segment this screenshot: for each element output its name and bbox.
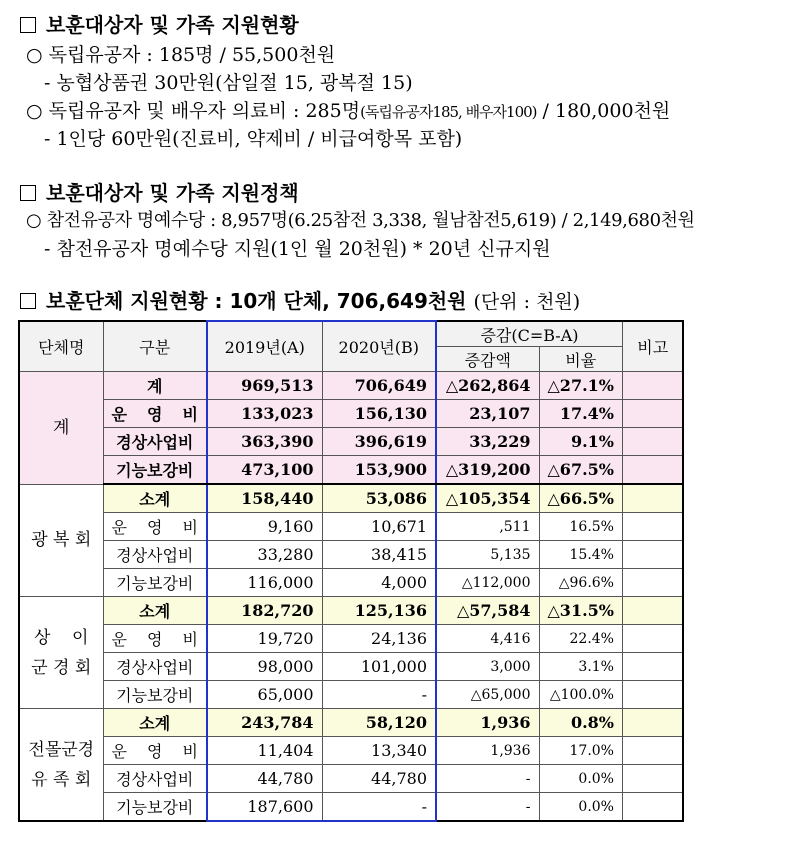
change-ratio: 0.0% <box>539 765 622 793</box>
section2-item1-sub: - 참전유공자 명예수당 지원(1인 월 20천원) * 20년 신규지원 <box>44 238 551 260</box>
change-amount: 4,416 <box>436 625 539 653</box>
value-2019: 33,280 <box>207 541 322 569</box>
note-cell <box>622 541 683 569</box>
note-cell <box>622 625 683 653</box>
value-2019: 363,390 <box>207 428 322 456</box>
value-2020: - <box>322 681 436 709</box>
value-2019: 969,513 <box>207 372 322 400</box>
row-category: 계 <box>103 372 207 400</box>
value-2019: 187,600 <box>207 793 322 822</box>
table-row <box>19 400 683 428</box>
table-row <box>19 456 683 485</box>
note-cell <box>622 400 683 428</box>
header-ratio: 비율 <box>539 347 622 372</box>
table-row <box>19 625 683 653</box>
org-name <box>19 597 103 709</box>
header-note: 비고 <box>622 321 683 372</box>
value-2019: 98,000 <box>207 653 322 681</box>
change-ratio: △67.5% <box>539 456 622 485</box>
note-cell <box>622 737 683 765</box>
change-amount: 5,135 <box>436 541 539 569</box>
org-name-line1: 상 이 <box>34 627 89 648</box>
row-category: 소계 <box>103 597 207 625</box>
change-amount: △112,000 <box>436 569 539 597</box>
table-row <box>19 484 683 513</box>
checkbox-square-icon <box>20 293 36 309</box>
value-2020: 53,086 <box>322 484 436 513</box>
change-ratio: 17.4% <box>539 400 622 428</box>
section1-item1: ○ 독립유공자 : 185명 / 55,500천원 <box>26 44 336 66</box>
value-2020: 38,415 <box>322 541 436 569</box>
value-2020: 10,671 <box>322 513 436 541</box>
org-name-line2: 유 족 회 <box>31 769 92 790</box>
section1-item1-sub: - 농협상품권 30만원(삼일절 15, 광복절 15) <box>44 72 413 94</box>
section1-item2-sub: - 1인당 60만원(진료비, 약제비 / 비급여항목 포함) <box>44 128 463 150</box>
note-cell <box>622 428 683 456</box>
value-2019: 158,440 <box>207 484 322 513</box>
row-category: 소계 <box>103 709 207 737</box>
change-ratio: △27.1% <box>539 372 622 400</box>
change-ratio: 22.4% <box>539 625 622 653</box>
value-2019: 11,404 <box>207 737 322 765</box>
note-cell <box>622 456 683 485</box>
row-category: 경상사업비 <box>103 765 207 793</box>
header-2019: 2019년(A) <box>207 321 322 372</box>
value-2020: 153,900 <box>322 456 436 485</box>
unit-note: (단위 : 천원) <box>473 291 581 313</box>
value-2020: 44,780 <box>322 765 436 793</box>
change-ratio: △31.5% <box>539 597 622 625</box>
change-ratio: 17.0% <box>539 737 622 765</box>
support-table <box>18 320 684 822</box>
note-cell <box>622 597 683 625</box>
org-name <box>19 709 103 822</box>
table-row <box>19 541 683 569</box>
value-2019: 133,023 <box>207 400 322 428</box>
org-name: 계 <box>19 372 103 485</box>
checkbox-square-icon <box>20 185 36 201</box>
row-category: 경상사업비 <box>103 653 207 681</box>
note-cell <box>622 513 683 541</box>
change-ratio: 0.8% <box>539 709 622 737</box>
value-2020: 4,000 <box>322 569 436 597</box>
row-category: 운 영 비 <box>103 737 207 765</box>
table-row <box>19 793 683 822</box>
section1-item2-main: ○ 독립유공자 및 배우자 의료비 : 285명 <box>26 100 361 122</box>
header-2020: 2020년(B) <box>322 321 436 372</box>
change-ratio: △100.0% <box>539 681 622 709</box>
value-2020: 706,649 <box>322 372 436 400</box>
change-ratio: 16.5% <box>539 513 622 541</box>
table-row <box>19 428 683 456</box>
table-row <box>19 681 683 709</box>
value-2020: - <box>322 793 436 822</box>
org-name-line2: 군 경 회 <box>31 657 92 678</box>
change-amount: 1,936 <box>436 737 539 765</box>
change-amount: △105,354 <box>436 484 539 513</box>
change-amount: 33,229 <box>436 428 539 456</box>
change-ratio: 3.1% <box>539 653 622 681</box>
change-amount: △65,000 <box>436 681 539 709</box>
section1-item2-paren: (독립유공자185, 배우자100) <box>360 103 537 121</box>
table-row <box>19 737 683 765</box>
value-2019: 65,000 <box>207 681 322 709</box>
value-2019: 116,000 <box>207 569 322 597</box>
change-amount: 3,000 <box>436 653 539 681</box>
note-cell <box>622 765 683 793</box>
value-2019: 44,780 <box>207 765 322 793</box>
change-ratio: △66.5% <box>539 484 622 513</box>
value-2019: 243,784 <box>207 709 322 737</box>
value-2020: 396,619 <box>322 428 436 456</box>
row-category: 소계 <box>103 484 207 513</box>
section2-title-text: 보훈대상자 및 가족 지원정책 <box>46 181 299 205</box>
change-amount: △319,200 <box>436 456 539 485</box>
change-amount: △262,864 <box>436 372 539 400</box>
header-amount: 증감액 <box>436 347 539 372</box>
change-ratio: △96.6% <box>539 569 622 597</box>
value-2020: 156,130 <box>322 400 436 428</box>
change-amount: - <box>436 793 539 822</box>
row-category: 경상사업비 <box>103 541 207 569</box>
change-amount: 1,936 <box>436 709 539 737</box>
table-row <box>19 653 683 681</box>
row-category: 운 영 비 <box>103 625 207 653</box>
table-row <box>19 372 683 400</box>
section1-title <box>20 12 299 38</box>
change-amount: ,511 <box>436 513 539 541</box>
header-category: 구분 <box>103 321 207 372</box>
section1-item2 <box>26 98 670 125</box>
row-category: 기능보강비 <box>103 681 207 709</box>
header-change: 증감(C=B-A) <box>436 321 622 347</box>
table-row <box>19 765 683 793</box>
row-category: 기능보강비 <box>103 793 207 822</box>
section1-title-text: 보훈대상자 및 가족 지원현황 <box>46 13 299 37</box>
value-2019: 9,160 <box>207 513 322 541</box>
change-ratio: 0.0% <box>539 793 622 822</box>
value-2020: 13,340 <box>322 737 436 765</box>
table-row <box>19 597 683 625</box>
note-cell <box>622 793 683 822</box>
change-amount: - <box>436 765 539 793</box>
table-row <box>19 709 683 737</box>
value-2019: 182,720 <box>207 597 322 625</box>
table-row <box>19 569 683 597</box>
section3-title <box>20 288 580 315</box>
row-category: 기능보강비 <box>103 569 207 597</box>
org-name: 광 복 회 <box>19 484 103 597</box>
value-2020: 24,136 <box>322 625 436 653</box>
value-2020: 125,136 <box>322 597 436 625</box>
org-name-line1: 전몰군경 <box>28 739 95 760</box>
note-cell <box>622 569 683 597</box>
value-2020: 58,120 <box>322 709 436 737</box>
note-cell <box>622 653 683 681</box>
change-ratio: 15.4% <box>539 541 622 569</box>
note-cell <box>622 372 683 400</box>
value-2019: 473,100 <box>207 456 322 485</box>
value-2019: 19,720 <box>207 625 322 653</box>
note-cell <box>622 681 683 709</box>
section2-item1: ○ 참전유공자 명예수당 : 8,957명(6.25참전 3,338, 월남참전5,619) / 2,149,680천원 <box>26 210 695 231</box>
row-category: 운 영 비 <box>103 513 207 541</box>
value-2020: 101,000 <box>322 653 436 681</box>
row-category: 기능보강비 <box>103 456 207 485</box>
row-category: 경상사업비 <box>103 428 207 456</box>
section3-title-text: 보훈단체 지원현황 : 10개 단체, 706,649천원 <box>46 289 467 313</box>
checkbox-square-icon <box>20 17 36 33</box>
note-cell <box>622 484 683 513</box>
change-ratio: 9.1% <box>539 428 622 456</box>
change-amount: 23,107 <box>436 400 539 428</box>
table-row <box>19 513 683 541</box>
note-cell <box>622 709 683 737</box>
header-org: 단체명 <box>19 321 103 372</box>
row-category: 운 영 비 <box>103 400 207 428</box>
section2-title <box>20 180 299 206</box>
section1-item2-tail: / 180,000천원 <box>536 100 671 122</box>
change-amount: △57,584 <box>436 597 539 625</box>
